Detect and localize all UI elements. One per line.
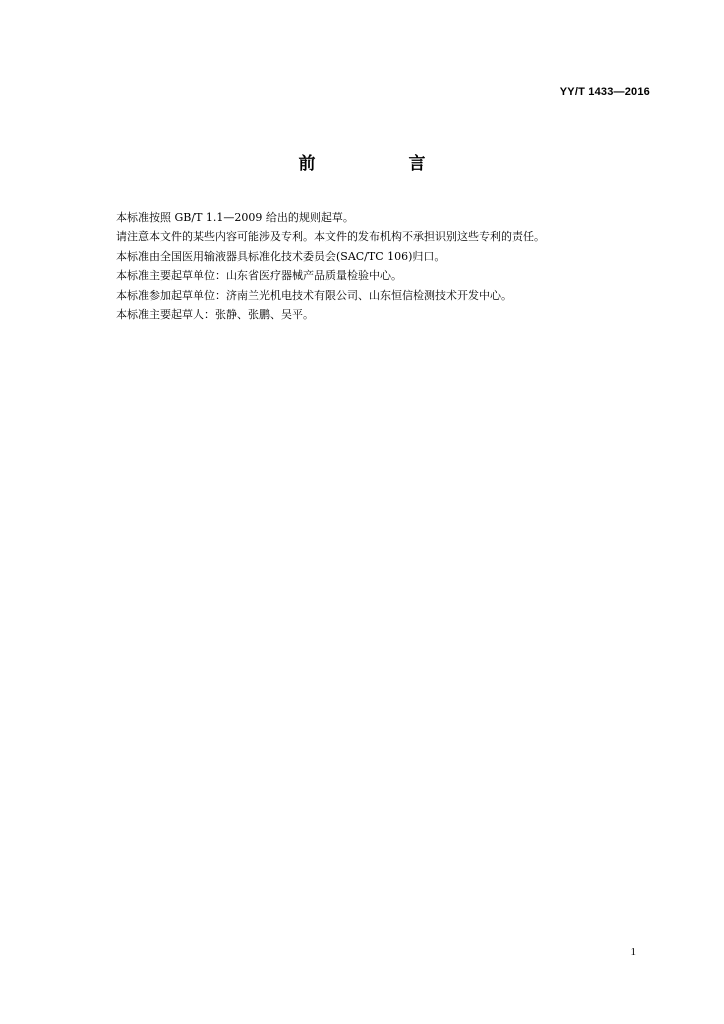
paragraph-main-drafting-unit: 本标准主要起草单位：山东省医疗器械产品质量检验中心。 — [116, 269, 402, 283]
paragraph-committee: 本标准由全国医用输液器具标准化技术委员会(SAC/TC 106)归口。 — [116, 249, 446, 263]
page-number: 1 — [630, 946, 636, 958]
paragraph-drafting-rules: 本标准按照 GB/T 1.1—2009 给出的规则起草。 — [116, 211, 354, 224]
page-title: 前 言 — [298, 154, 464, 174]
paragraph-patent-notice: 请注意本文件的某些内容可能涉及专利。本文件的发布机构不承担识别这些专利的责任。 — [116, 230, 545, 244]
standard-code: YY/T 1433—2016 — [559, 86, 650, 98]
paragraph-main-drafters: 本标准主要起草人：张静、张鹏、吴平。 — [116, 307, 314, 321]
preface-body — [116, 208, 656, 324]
paragraph-participating-units: 本标准参加起草单位：济南兰光机电技术有限公司、山东恒信检测技术开发中心。 — [116, 288, 512, 302]
